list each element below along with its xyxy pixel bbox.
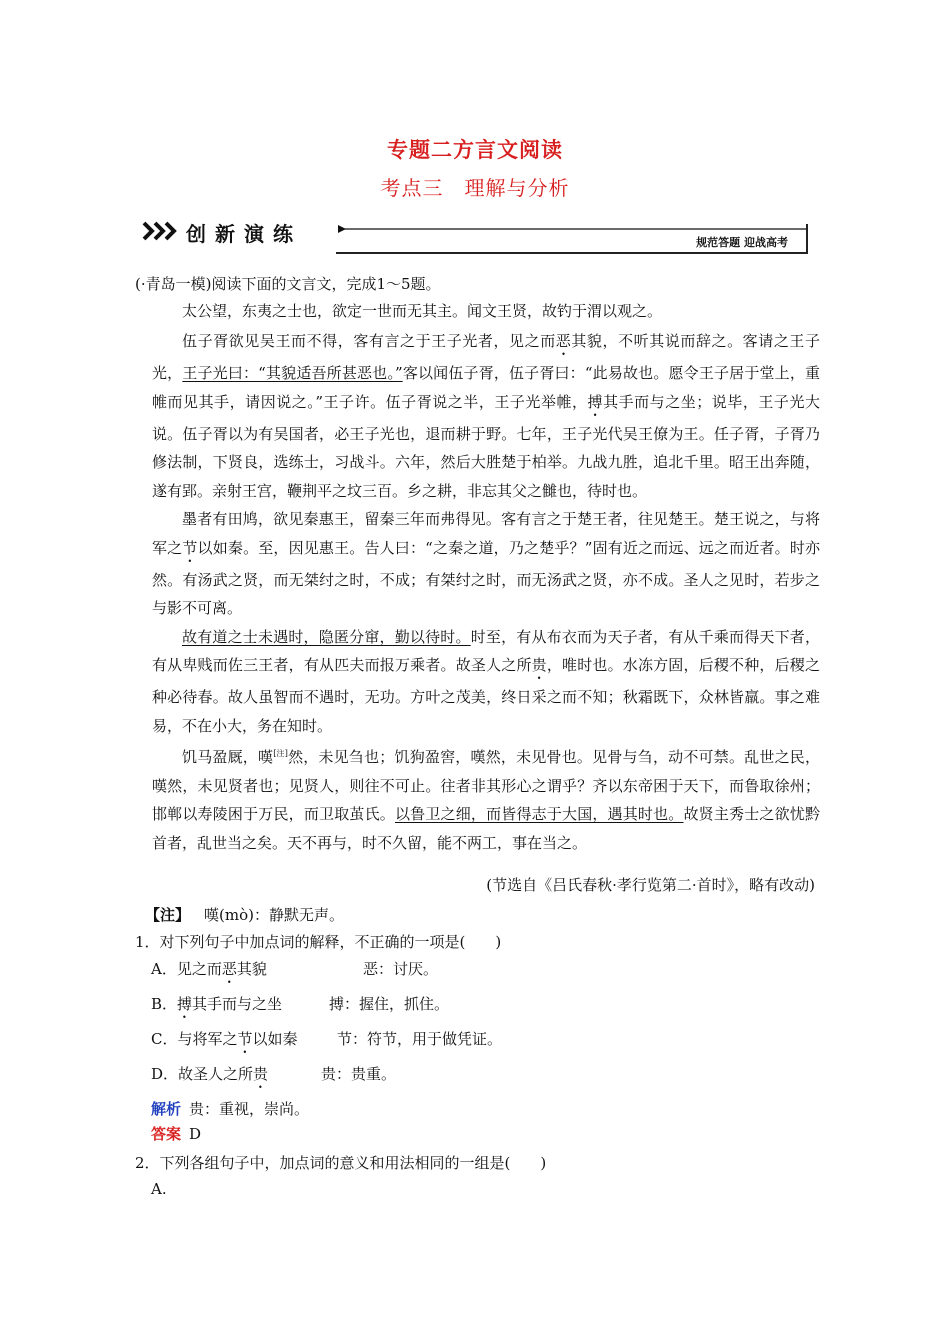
answer-label: 答案 <box>151 1125 182 1143</box>
banner-title: 创新演练 <box>186 222 302 246</box>
page-title: 专题二方言文阅读 <box>387 137 563 162</box>
banner-tagline: 规范答题 迎战高考 <box>696 236 788 249</box>
source-citation: (节选自《吕氏春秋·孝行览第二·首时》，略有改动) <box>486 876 815 894</box>
option-b: B．搏其手而与之坐 搏：握住，抓住。 <box>151 995 450 1013</box>
underlined-sentence: 以鲁卫之细，而皆得志于大国，遇其时也。 <box>394 805 684 823</box>
option-d: D．故圣人之所贵 贵：贵重。 <box>151 1065 397 1083</box>
passage-paragraph-2: 伍子胥欲见吴王而不得，客有言之于王子光者，见之而恶其貌，不听其说而辞之。客请之王子光，王子光曰：“其貌适吾所甚恶也。”客以闻伍子胥，伍子胥曰：“此易故也。愿令王子居于堂上，重帷而见其手，请因说之。”王子许。伍子胥说之半，王子光举帷，搏其手而与之坐；说毕，王子光大说。伍子胥以为有吴国者，必王子光也，退而耕于野。七年，王子光代吴王僚为王。任子胥，子胥乃修法制，下贤良，选练士，习战斗。六年，然后大胜楚于柏举。九战九胜，追北千里。昭王出奔随，遂有郢。亲射王宫，鞭荆平之坟三百。乡之耕，非忘其父之雠也，待时也。 <box>152 332 820 500</box>
q2-option-a: A. <box>151 1180 167 1198</box>
dotted-word: 节 <box>182 538 198 557</box>
note-label: 【注】 <box>145 906 191 924</box>
reading-instruction: (·青岛一模)阅读下面的文言文，完成1～5题。 <box>135 275 441 293</box>
underlined-sentence: 王子光曰：“其貌适吾所甚恶也。” <box>182 364 403 382</box>
option-c: C．与将军之节以如秦 节：符节，用于做凭证。 <box>151 1030 503 1048</box>
analysis-line: 解析 贵：重视，崇尚。 <box>151 1100 310 1118</box>
note-marker: [注] <box>273 749 288 758</box>
underlined-sentence: 故有道之士未遇时，隐匿分窜，勤以待时。 <box>182 627 471 646</box>
passage-paragraph-4: 故有道之士未遇时，隐匿分窜，勤以待时。时至，有从布衣而为天子者，有从千乘而得天下者，有从卑贱而佐三王者，有从匹夫而报万乘者。故圣人之所贵，唯时也。水冻方固，后稷不种，后稷之种必待春。故人虽智而不遇时，无功。方叶之茂美，终日采之而不知；秋霜既下，众林皆羸。事之难易，不在小大，务在知时。 <box>152 627 820 735</box>
passage-paragraph-1: 太公望，东夷之士也，欲定一世而无其主。闻文王贤，故钓于渭以观之。 <box>182 302 663 320</box>
classical-passage <box>152 298 820 857</box>
dotted-word: 搏 <box>587 392 604 411</box>
section-banner <box>140 216 810 256</box>
answer-line: 答案 D <box>151 1125 202 1143</box>
dotted-word: 恶 <box>555 332 572 350</box>
banner-arrow-line <box>336 224 806 234</box>
triple-chevron-icon <box>142 220 182 242</box>
note-text: 嘆(mò)：静默无声。 <box>204 906 344 924</box>
question-2-stem: 2．下列各组句子中，加点词的意义和用法相同的一组是( ) <box>135 1154 547 1172</box>
passage-paragraph-5: 饥马盈厩，嘆[注]然，未见刍也；饥狗盈窖，嘆然，未见骨也。见骨与刍，动不可禁。乱世之民，嘆然，未见贤者也；见贤人，则往不可止。往者非其形心之谓乎？齐以东帝困于天下，而鲁取徐州；邯郸以寿陵困于万民，而卫取茧氏。以鲁卫之细，而皆得志于大国，遇其时也。故贤主秀士之欲忧黔首者，乱世当之矣。天不再与，时不久留，能不两工，事在当之。 <box>152 748 820 852</box>
page-subtitle: 考点三 理解与分析 <box>380 176 570 200</box>
footnote <box>145 904 344 925</box>
option-a: A．见之而恶其貌 恶：讨厌。 <box>151 960 439 978</box>
passage-paragraph-3: 墨者有田鸠，欲见秦惠王，留秦三年而弗得见。客有言之于楚王者，往见楚王。楚王说之，与将军之节以如秦。至，因见惠王。告人曰：“之秦之道，乃之楚乎？”固有近之而远、远之而近者。时亦然。有汤武之贤，而无桀纣之时，不成；有桀纣之时，而无汤武之贤，亦不成。圣人之见时，若步之与影不可离。 <box>152 510 820 617</box>
dotted-word: 贵 <box>531 656 547 674</box>
analysis-label: 解析 <box>151 1100 182 1118</box>
question-1-stem: 1．对下列句子中加点词的解释，不正确的一项是( ) <box>135 933 502 951</box>
